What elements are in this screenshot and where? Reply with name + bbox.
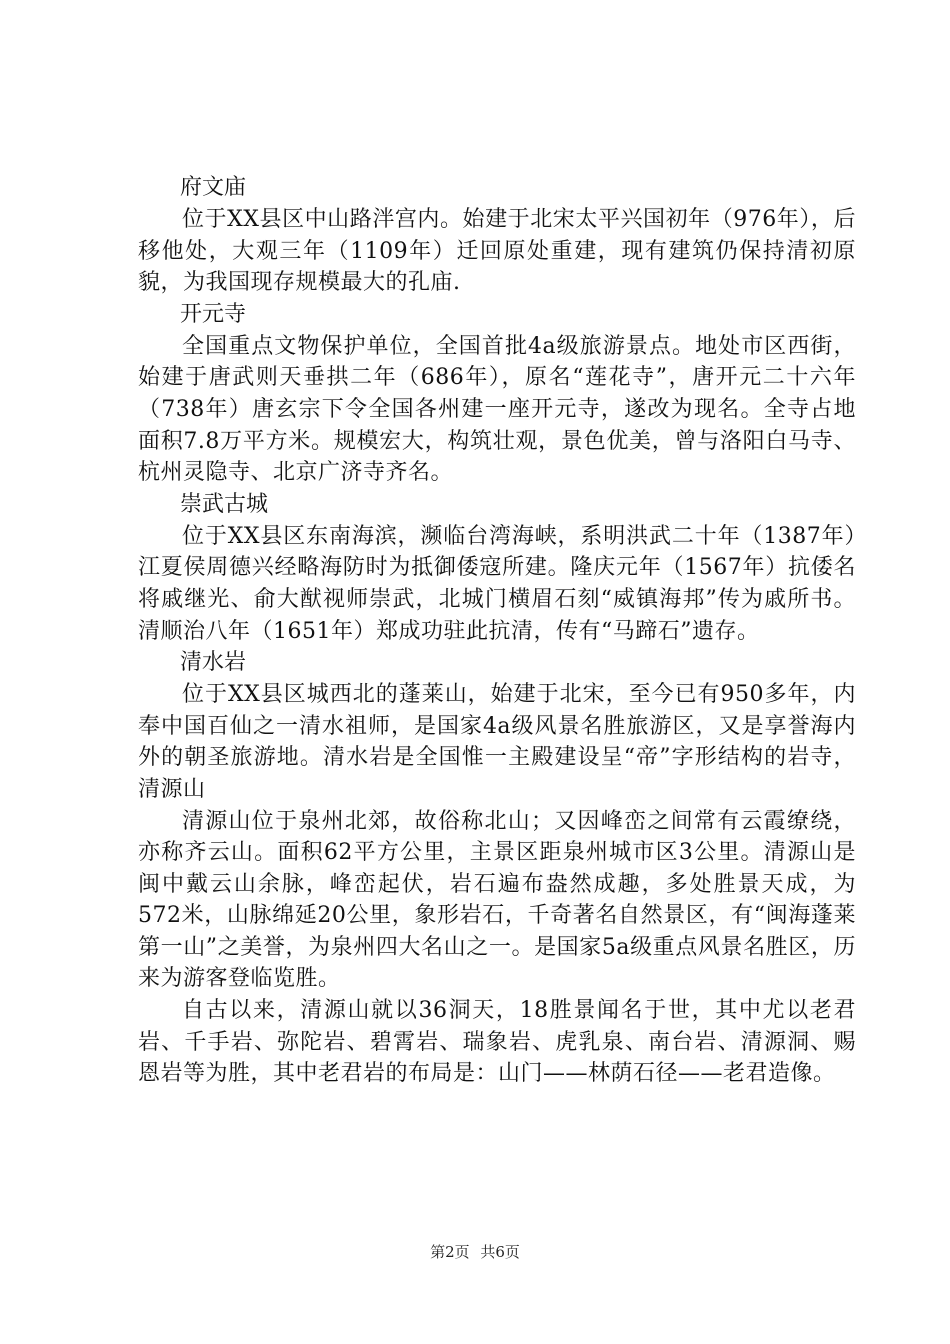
paragraph-qingyuanshan: 清源山位于泉州北郊，故俗称北山；又因峰峦之间常有云霞缭绕，亦称齐云山。面积62平方公里，主景区距泉州城市区3公里。清源山是闽中戴云山余脉，峰峦起伏，岩石遍布盎然成趣，多处胜景天成，为572米，山脉绵延20公里，象形岩石，千奇著名自然景区，有“闽海蓬莱第一山”之美誉，为泉州四大名山之一。是国家5a级重点风景名胜区，历来为游客登临览胜。: [138, 808, 856, 992]
paragraph-chongwu: 位于XX县区东南海滨，濒临台湾海峡，系明洪武二十年（1387年）江夏侯周德兴经略海防时为抵御倭寇所建。隆庆元年（1567年）抗倭名将戚继光、俞大猷视师崇武，北城门横眉石刻“威镇海邦”传为戚所书。清顺治八年（1651年）郑成功驻此抗清，传有“马蹄石”遗存。: [138, 523, 856, 644]
section-title-fuwenmiao: 府文庙: [180, 175, 247, 200]
page-total: 共6页: [480, 1243, 520, 1261]
page-number: 第2页: [430, 1243, 470, 1261]
document-body: [138, 172, 856, 1090]
section-title-qingshuiyan: 清水岩: [180, 650, 247, 676]
paragraph-qingshuiyan: 位于XX县区城西北的蓬莱山，始建于北宋，至今已有950多年，内奉中国百仙之一清水祖师，是国家4a级风景名胜旅游区，又是享誉海内外的朝圣旅游地。清水岩是全国惟一主殿建设呈“帝”字形结构的岩寺，清源山: [138, 682, 856, 802]
paragraph-fuwenmiao: 位于XX县区中山路泮宫内。始建于北宋太平兴国初年（976年），后移他处，大观三年（1109年）迁回原处重建，现有建筑仍保持清初原貌，为我国现存规模最大的孔庙.: [138, 207, 856, 296]
section-title-kaiyuansi: 开元寺: [180, 301, 247, 327]
page-footer: [0, 1242, 950, 1262]
paragraph-qingyuanshan-scenery: 自古以来，清源山就以36洞天，18胜景闻名于世，其中尤以老君岩、千手岩、弥陀岩、碧霄岩、瑞象岩、虎乳泉、南台岩、清源洞、赐恩岩等为胜，其中老君岩的布局是：山门——林荫石径——老君造像。: [138, 998, 856, 1087]
section-title-chongwu: 崇武古城: [180, 491, 269, 517]
paragraph-kaiyuansi: 全国重点文物保护单位，全国首批4a级旅游景点。地处市区西街，始建于唐武则天垂拱二年（686年），原名“莲花寺”，唐开元二十六年（738年）唐玄宗下令全国各州建一座开元寺，遂改为现名。全寺占地面积7.8万平方米。规模宏大，构筑壮观，景色优美，曾与洛阳白马寺、杭州灵隐寺、北京广济寺齐名。: [138, 333, 856, 486]
